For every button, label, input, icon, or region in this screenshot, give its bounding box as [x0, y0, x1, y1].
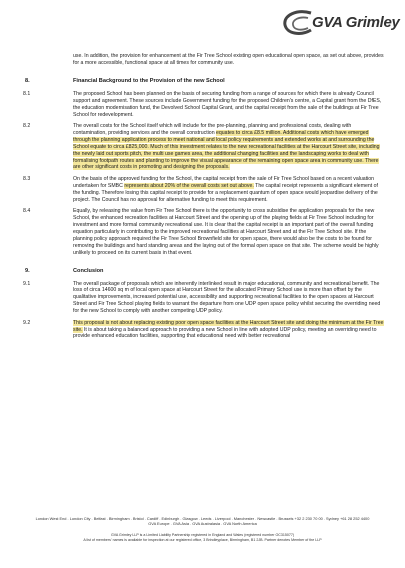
paragraph-text: The overall costs for the School itself which will include for the pre-planning, planning and professional costs, dealing with contamination, providing services and the overall construction [73, 123, 352, 136]
legal-registration: GVA Grimley LLP is a Limited Liability Partnership registered in England and Wales (registered number OC315077) [110, 533, 295, 537]
section-title: Financial Background to the Provision of the new School [73, 77, 225, 84]
paragraph-number: 8.3 [23, 175, 31, 182]
paragraph-text-tail: The capital receipt represents a significant element of the funding. Therefore losing this capital receipt to provide for a replacement quantum of open space would jeopardise delivery of the project. The Council has no approval for alternative funding to meet this requirement. [73, 182, 378, 203]
paragraph-8-3 [23, 176, 385, 204]
section-8-heading [23, 78, 385, 85]
gva-grimley-logo [281, 10, 400, 36]
paragraph-text: The overall package of proposals which are inherently interlinked result in major educational, community and recreational benefit. The loss of circa 14600 sq m of local open space at Harcourt Street for the allocated Primary School use is more than offset by the qualitative improvements, increased potential use, accessibility and supporting recreational facilities to the open spaces at Harcourt Street and Fir Tree School playing fields to warrant the departure from one UDP open space policy whilst securing the overriding need for the new School to comply with another competing UDP policy. [73, 280, 381, 315]
paragraph-number: 8.4 [23, 208, 31, 215]
highlighted-text: equates to circa £8.5 million. Additional costs which have emerged through the planning application process to meet national and local policy requirements and extended works at and surrounding the School equate to circa £825,000. Much of this investment relates to the new recreational facilities at the Harcourt Street site, including the newly laid out sports pitch, the multi use games area, the additional changing facilities and the landscaping works to deal with formalising footpath routes and planting to improve the visual appearance of the remaining open space area in community use. There are other significant costs in promoting and designing the proposals. [73, 129, 380, 171]
paragraph-8-2 [23, 123, 385, 171]
paragraph-number: 9.1 [23, 280, 31, 287]
paragraph-number: 9.2 [23, 319, 31, 326]
logo-swoosh-icon [281, 10, 315, 36]
document-body [23, 53, 385, 345]
paragraph-9-1 [23, 281, 385, 316]
paragraph-8-4 [23, 208, 385, 256]
highlighted-text: represents about 20% of the overall costs set out above. [124, 182, 254, 189]
section-number: 9. [25, 267, 30, 274]
page-footer [6, 516, 399, 543]
paragraph-text: Equally, by releasing the value from Fir Tree School there is the opportunity to cross subsidise the application proposals for the new School, the enhanced recreation facilities at Harcourt Street and the opening up of the playing fields at Fir Tree School including for investment and more formal community recreational use. It is clear that the capital receipt is an important part of the overall funding equation particularly in contributing to the improved recreational facilities at Harcourt Street and at the Fir Tree School site. If the planning policy approach required the Fir Tree School Brownfield site for open space, there would also be the costs to be found for removing the buildings and hard standing areas and the laying out of the formal open space on that site. The scheme would be highly unlikely to proceed on its current basis in that event. [73, 208, 379, 256]
office-list: London West End . London City . Belfast . Birmingham . Bristol . Cardiff . Edinburgh . Glasgow . Leeds . Liverpool . Manchester . Newcastle . Brussels +32 2 230 70 00 . Sydney +61 28 252 4400 [35, 516, 370, 521]
section-title: Conclusion [73, 267, 104, 274]
paragraph-text-tail: It is about taking a balanced approach to providing a new School in line with adopted UDP policy, meeting an overriding need to provide enhanced education facilities, supporting that educational need with better recreational [73, 326, 377, 340]
intro-paragraph [23, 53, 385, 67]
office-network: GVA Europe . GVA Asia . GVA Australasia . GVA North America [148, 521, 257, 526]
section-number: 8. [25, 77, 30, 84]
logo-text: GVA Grimley [312, 14, 400, 31]
section-9-heading [23, 268, 385, 275]
paragraph-9-2 [23, 320, 385, 341]
highlighted-text: This proposal is not about replacing existing poor open space facilities at the Harcourt Street site and doing the minimum at the Fir Tree site. [73, 319, 384, 333]
paragraph-text: The proposed School has been planned on the basis of securing funding from a range of sources for which there is already Council support and agreement. These sources include Government funding for the proposed Children's centre, a Capital grant from the DfES, the education modernisation fund, the Devolved School Capital Grant, and the capital receipt from the sale of the buildings at Fir Tree School for redevelopment. [73, 90, 382, 118]
legal-members-note: A list of members' names is available for inspection at our registered office, 3 Brindleyplace, Birmingham, B1 2JB. Partner denotes Member of the LLP [83, 538, 322, 542]
paragraph-8-1 [23, 91, 385, 119]
paragraph-number: 8.1 [23, 90, 31, 97]
paragraph-number: 8.2 [23, 123, 31, 130]
paragraph-text: On the basis of the approved funding for the School, the capital receipt from the sale of Fir Tree School based on a recent valuation undertaken for SMBC [73, 175, 375, 189]
intro-text: use. In addition, the provision for enhancement at the Fir Tree School existing open educational open space, as set out above, provides for a more accessible, functional space at all times for community use. [73, 53, 384, 66]
